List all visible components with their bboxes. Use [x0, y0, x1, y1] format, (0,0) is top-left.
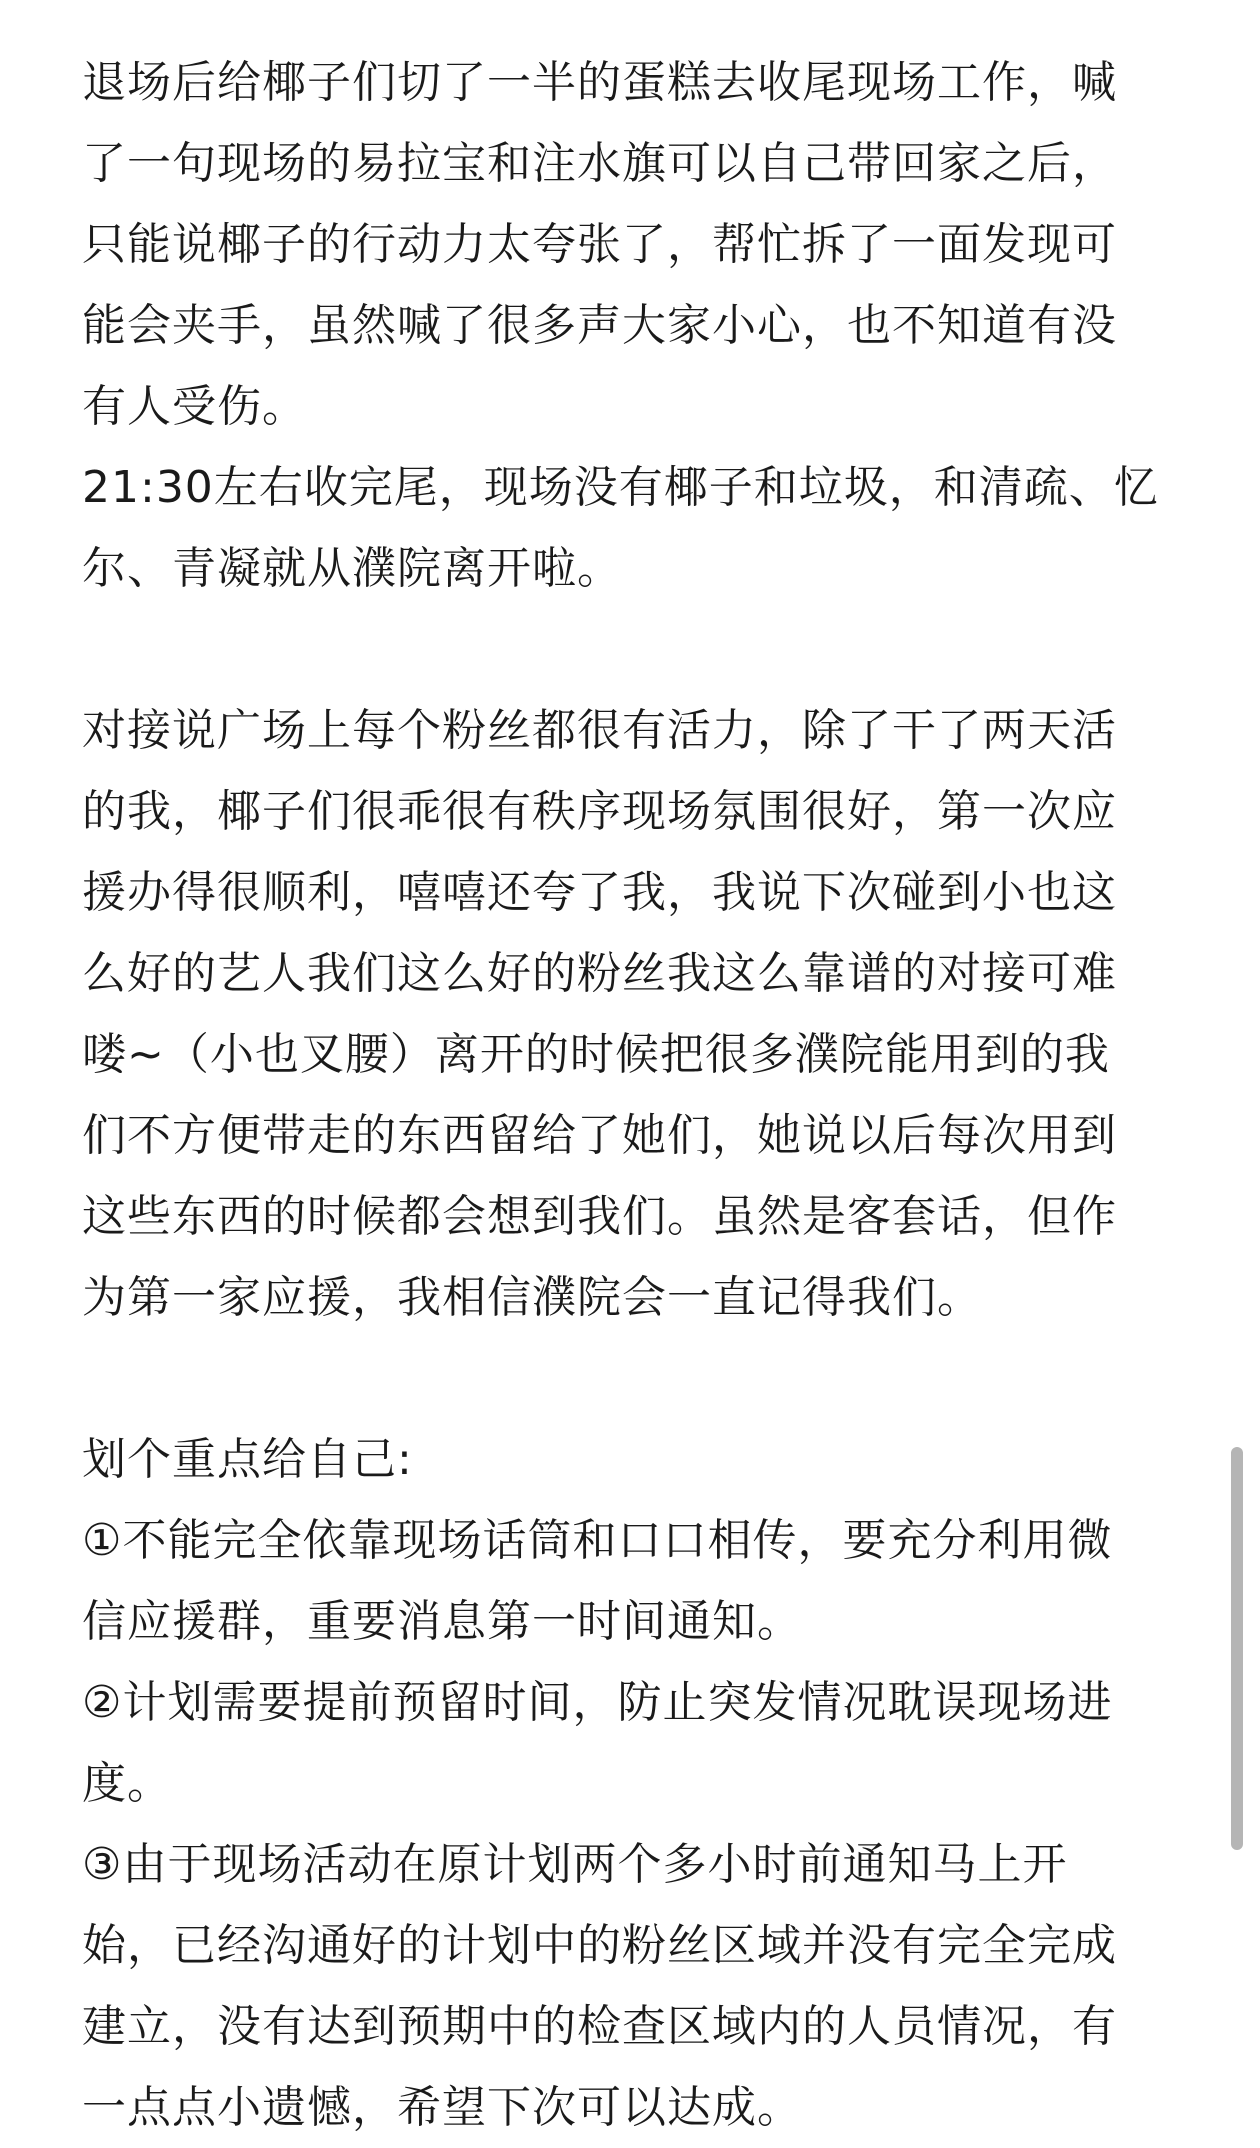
text-line: 能会夹手，虽然喊了很多声大家小心，也不知道有没: [82, 300, 1117, 351]
text-line: 了一句现场的易拉宝和注水旗可以自己带回家之后，: [82, 138, 1117, 189]
article-body: [82, 42, 1172, 2148]
text-line: 喽~（小也叉腰）离开的时候把很多濮院能用到的我: [82, 1029, 1110, 1080]
paragraph-gap: [82, 609, 1172, 690]
text-line: 有人受伤。: [82, 381, 307, 432]
text-line: 建立，没有达到预期中的检查区域内的人员情况，有: [82, 2001, 1117, 2052]
text-line: 么好的艺人我们这么好的粉丝我这么靠谱的对接可难: [82, 948, 1117, 999]
text-line: ①不能完全依靠现场话筒和口口相传，要充分利用微: [82, 1515, 1113, 1566]
section-heading: 划个重点给自己:: [82, 1434, 413, 1485]
text-line: 们不方便带走的东西留给了她们，她说以后每次用到: [82, 1110, 1117, 1161]
text-line: 信应援群，重要消息第一时间通知。: [82, 1596, 802, 1647]
text-line: 21:30左右收完尾，现场没有椰子和垃圾，和清疏、忆: [82, 462, 1159, 513]
text-line: 尔、青凝就从濮院离开啦。: [82, 543, 622, 594]
text-line: ②计划需要提前预留时间，防止突发情况耽误现场进: [82, 1677, 1113, 1728]
text-line: 援办得很顺利，嘻嘻还夸了我，我说下次碰到小也这: [82, 867, 1117, 918]
text-line: 退场后给椰子们切了一半的蛋糕去收尾现场工作，喊: [82, 57, 1117, 108]
text-line: 只能说椰子的行动力太夸张了，帮忙拆了一面发现可: [82, 219, 1117, 270]
paragraph-gap: [82, 1338, 1172, 1419]
text-line: 始，已经沟通好的计划中的粉丝区域并没有完全完成: [82, 1920, 1117, 1971]
text-line: 为第一家应援，我相信濮院会一直记得我们。: [82, 1272, 982, 1323]
text-line: 一点点小遗憾，希望下次可以达成。: [82, 2082, 802, 2133]
text-line: 度。: [82, 1758, 172, 1809]
scrollbar-thumb[interactable]: [1231, 1447, 1243, 1850]
text-line: ③由于现场活动在原计划两个多小时前通知马上开: [82, 1839, 1068, 1890]
text-line: 的我，椰子们很乖很有秩序现场氛围很好，第一次应: [82, 786, 1117, 837]
text-line: 对接说广场上每个粉丝都很有活力，除了干了两天活: [82, 705, 1117, 756]
text-line: 这些东西的时候都会想到我们。虽然是客套话，但作: [82, 1191, 1117, 1242]
